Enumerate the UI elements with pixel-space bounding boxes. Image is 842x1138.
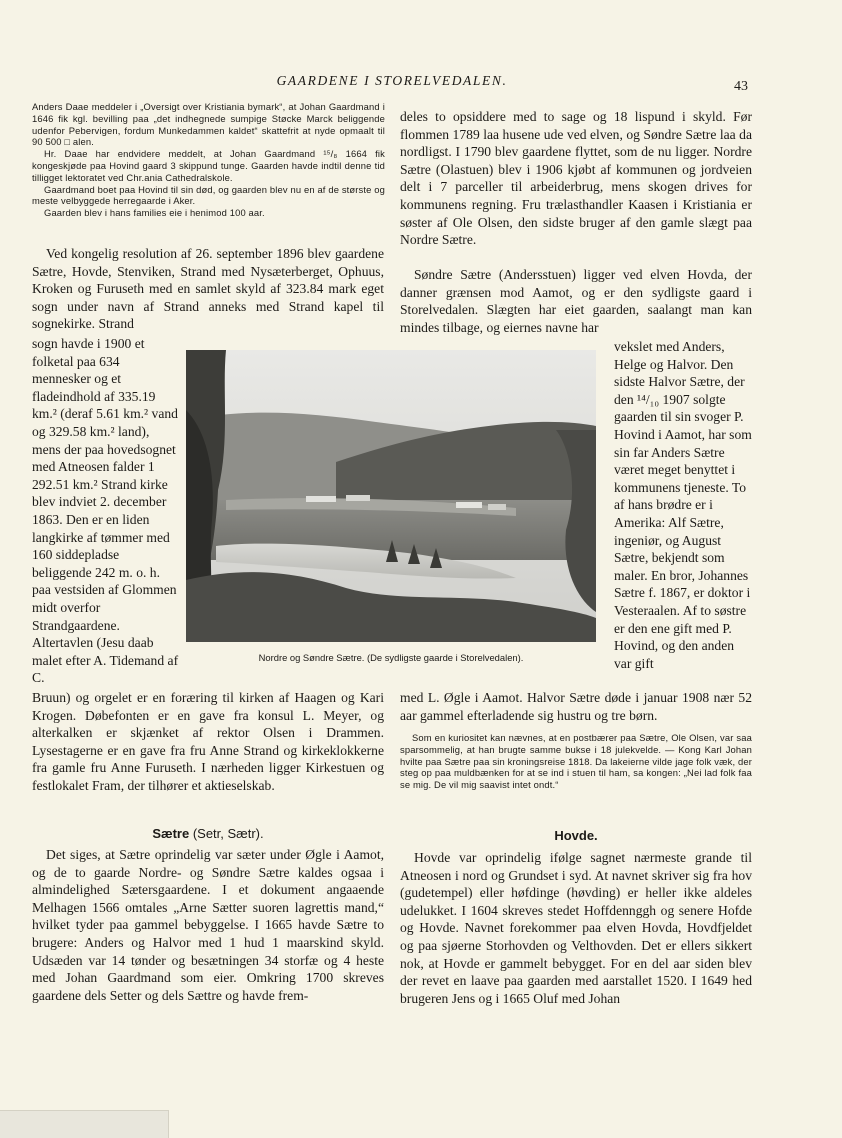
- saetre-history-paragraph: deles to opsiddere med to sage og 18 lispund i skyld. Før flommen 1789 laa husene ude ved elven, og Søndre Sætre laa da nordligst. I 1790 blev gaardene flyttet, som de nu ligger. Nordre Sætre (Olastuen) blev i 1906 kjøbt af kommunen og jordveien delt i 7 parceller til arbeiderbrug, mens skogen drives for kommunens regning. Fru trælasthandler Kaasen i Kristiania er søster af Ole Olsen, den sidste bruger af den gamle slægt paa Nordre Sætre.: [400, 109, 752, 248]
- hovde-heading: [400, 828, 752, 843]
- strand-church-paragraph: Bruun) og orgelet er en foræring til kirken af Haagen og Kari Krogen. Døbefonten er en gave fra konsul L. Meyer, og alterkalken er skjænket af rektor Olsen i Drammen. Lysestagerne er en gave fra fru Anne Strand og kirkeklokkerne fra gamle fru Anne Furuseth. I nærheden ligger Kirkestuen og festlokalet Fram, der tilhører et aktieselskab.: [32, 690, 384, 793]
- running-header: [0, 71, 842, 95]
- note-paragraph: Hr. Daae har endvidere meddelt, at Johan Gaardmand ¹⁵/₈ 1664 fik kongeskjøde paa Hovind gaard 3 skippund tunge. Gaarden havde indtil denne tid tilligget lektoratet ved Chr.ania Cathedralskole.: [32, 148, 385, 183]
- hovde-heading-bold: Hovde.: [554, 828, 598, 843]
- strand-narrow-text: sogn havde i 1900 et folketal paa 634 mennesker og et fladeindhold af 335.19 km.² (deraf 5.61 km.² vand og 329.58 km.² land), mens der paa hovedsognet med Atneosen falder 1 292.51 km.² Strand kirke blev indviet 2. december 1863. Den er en liden langkirke af tømmer med 160 siddepladse beliggende 242 m. o. h. paa vestsiden af Glommen midt overfor Strandgaardene. Altertavlen (Jesu daab malet efter A. Tidemand af C.: [32, 336, 179, 686]
- note-paragraph: Gaarden blev i hans families eie i henimod 100 aar.: [44, 207, 265, 219]
- saetre-paragraph: Det siges, at Sætre oprindelig var sæter under Øgle i Aamot, og de to gaarde Nordre- og Søndre Sætre kaldes ogsaa i almindelighed Sætersgaardene. I et dokument angaaende Melhagen 1566 omtales „Arne Sætter suoren lagrettis mand,“ hvilket tyder paa gammel bebyggelse. I 1665 havde Sætre to brugere: Anders og Halvor med 1 hud 1 maarskind skyld. Udsæden var 14 tønder og besætningen 34 storfæ og 4 heste med Johan Gaardmand som eier. Omkring 1700 skreves gaardene dels Setter og dels Sættre og havde frem-: [32, 847, 384, 1003]
- saetre-family-narrow-text: vekslet med Anders, Helge og Halvor. Den sidste Halvor Sætre, der den ¹⁴/₁₀ 1907 solgte gaarden til sin svoger P. Hovind i Aamot, har som sin far Anders Sætre været meget benyttet i kommunens tjeneste. To af hans brødre er i Amerika: Alf Sætre, ingeniør, og August Sætre, bekjendt som maler. En bror, Johannes Sætre f. 1867, er doktor i Vesteraalen. Af to søstre er den ene gift med P. Hovind, og den anden var gift: [614, 339, 752, 671]
- landscape-photo-drawing: [186, 350, 596, 642]
- strand-intro-paragraph: Ved kongelig resolution af 26. september 1896 blev gaardene Sætre, Hovde, Stenviken, Strand med Nysæterberget, Ophuus, Kroken og Furuseth med en samlet skyld af 323.84 mark eget sogn under navn af Strand anneks med Strand kapel til sognekirke. Strand: [32, 246, 384, 332]
- saetre-family-end-paragraph: med L. Øgle i Aamot. Halvor Sætre døde i januar 1908 nær 52 aar gammel efterladende sig hustru og tre børn.: [400, 690, 752, 723]
- hovde-paragraph: Hovde var oprindelig ifølge sagnet nærmeste grande til Atneosen i nord og Grundset i syd. At navnet skriver sig fra hov (gudetempel) eller høfdinge (høvding) er heller ikke aldeles udelukket. I 1604 skreves stedet Hoffdennggh og senere Hofde og Hovde. Navnet forekommer paa elven Hovda, Hovdfjeldet og paa sjøerne Storhovden og Velthovden. Det er ellers sikkert nok, at Hovde er gammelt bebygget. For en del aar siden blev der revet en laave paa gaarden med aarstallet 1520. I 1649 hed brugeren Jens og i 1665 Oluf med Johan: [400, 850, 752, 1006]
- saetre-heading-bold: Sætre: [152, 826, 190, 841]
- left-footnote-block: [32, 101, 385, 219]
- page-margin-strip: [0, 1110, 169, 1138]
- saetre-heading-rest: (Setr, Sætr).: [189, 826, 264, 841]
- note-paragraph: Anders Daae meddeler i „Oversigt over Kristiania bymark“, at Johan Gaardmand i 1646 fik kgl. bevilling paa „det indhegnede sumpige Støcke Marck beliggende udenfor Pebervigen, fordum Munkedammen kaldet“ skattefrit at nyde opmaalt til 90 500 □ alen.: [32, 101, 385, 148]
- right-footnote-block: [400, 732, 752, 791]
- saetre-heading: [32, 826, 384, 841]
- note-paragraph: Gaardmand boet paa Hovind til sin død, og gaarden blev nu en af de største og meste velbyggede herregaarde i Aker.: [32, 183, 385, 207]
- landscape-photo: [186, 350, 596, 642]
- page-number: 43: [734, 79, 748, 94]
- note-paragraph: Som en kuriositet kan nævnes, at en postbærer paa Sætre, Ole Olsen, var saa sparsommelig, at han brugte samme bukse i 18 julekvelde. — Kong Karl Johan hvilte paa Sætre paa sin kroningsreise 1818. Da lakeierne vilde jage folk væk, der steg op paa muldbænken for at se ind i stuen til ham, sa kongen: „Nei lad folk faa se mig. De vil mig saavist intet ondt.“: [400, 732, 752, 791]
- sondre-saetre-paragraph: Søndre Sætre (Andersstuen) ligger ved elven Hovda, der danner grænsen mod Aamot, og er den sydligste gaard i Storelvedalen. Slægten har eiet gaarden, saalangt man kan mindes tilbage, og eiernes navne har: [400, 267, 752, 335]
- running-title: GAARDENE I STORELVEDALEN.: [276, 73, 508, 88]
- photo-caption: Nordre og Søndre Sætre. (De sydligste gaarde i Storelvedalen).: [258, 652, 524, 663]
